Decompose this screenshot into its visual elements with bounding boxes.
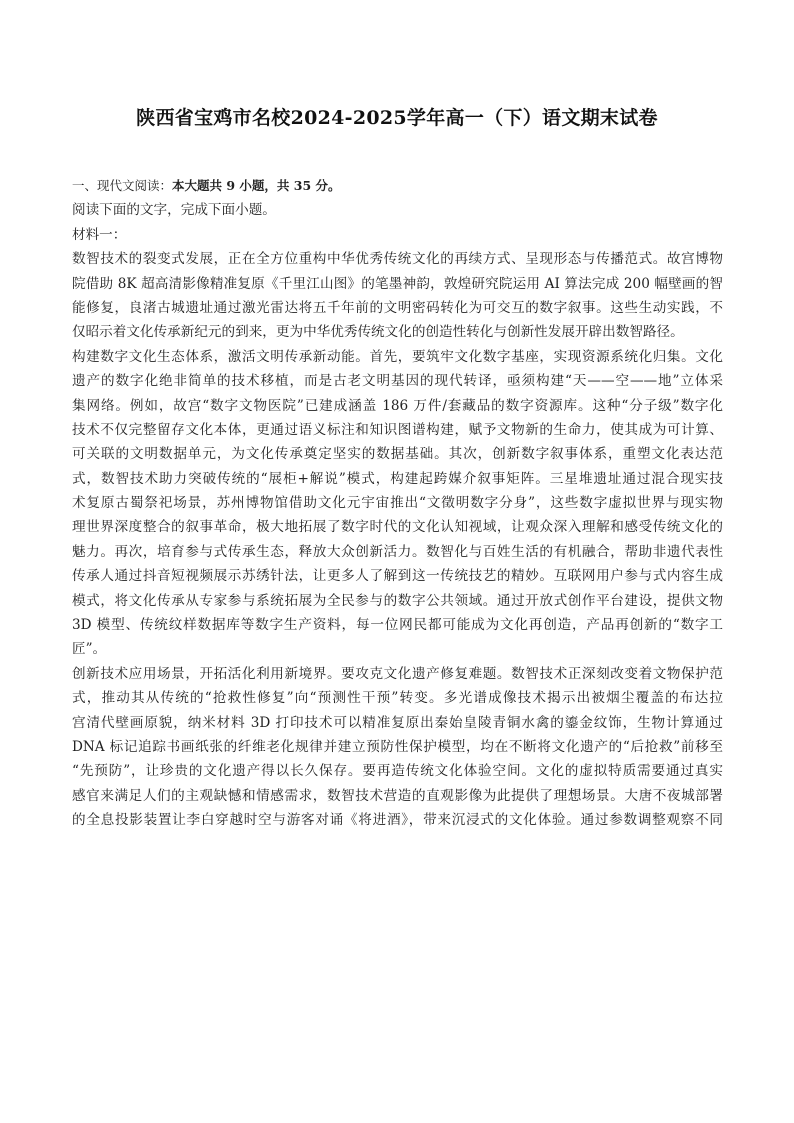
body-line: 的全息投影装置让李白穿越时空与游客对诵《将进酒》，带来沉浸式的文化体验。通过参数调整观察不同 <box>72 812 723 829</box>
material-label: 材料一： <box>72 226 127 243</box>
body-line: 魅力。再次，培育参与式传承生态，释放大众创新活力。数智化与百姓生活的有机融合，帮助非遗代表性 <box>72 543 723 560</box>
section-heading-detail: 本大题共 9 小题，共 35 分。 <box>172 178 341 193</box>
body-line: 技术不仅完整留存文化本体，更通过语义标注和知识图谱构建，赋予文物新的生命力，使其成为可计算、 <box>72 421 723 438</box>
body-line: 集网络。例如，故宫“数字文物医院”已建成涵盖 186 万件/套藏品的数字资源库。这种“分子级”数字化 <box>72 397 723 414</box>
body-line: 构建数字文化生态体系，激活文明传承新动能。首先，要筑牢文化数字基座，实现资源系统化归集。文化 <box>72 348 723 365</box>
section-heading <box>72 174 723 198</box>
reading-instruction: 阅读下面的文字，完成下面小题。 <box>72 202 276 219</box>
section-heading-prefix: 一、现代文阅读： <box>72 178 173 193</box>
body-line: 式，推动其从传统的“抢救性修复”向“预测性干预”转变。多光谱成像技术揭示出被烟尘覆盖的布达拉 <box>72 690 723 707</box>
body-line: 模式，将文化传承从专家参与系统拓展为全民参与的数字公共领域。通过开放式创作平台建设，提供文物 <box>72 592 723 609</box>
body-line: 数智技术的裂变式发展，正在全方位重构中华优秀传统文化的再续方式、呈现形态与传播范式。故宫博物 <box>72 251 723 268</box>
exam-title: 陕西省宝鸡市名校2024-2025学年高一（下）语文期末试卷 <box>136 107 658 129</box>
body-line: 传承人通过抖音短视频展示苏绣针法，让更多人了解到这一传统技艺的精妙。互联网用户参与式内容生成 <box>72 568 723 585</box>
body-line: 创新技术应用场景，开拓活化利用新境界。要攻克文化遗产修复难题。数智技术正深刻改变着文物保护范 <box>72 665 723 682</box>
body-line: 能修复，良渚古城遗址通过激光雷达将五千年前的文明密码转化为可交互的数字叙事。这些生动实践，不 <box>72 299 723 316</box>
body-line: DNA 标记追踪书画纸张的纤维老化规律并建立预防性保护模型，均在不断将文化遗产的“后抢救”前移至 <box>72 738 723 755</box>
body-line: 匠”。 <box>72 641 107 658</box>
document-body <box>72 174 723 833</box>
body-line: 理世界深度整合的叙事革命，极大地拓展了数字时代的文化认知视域，让观众深入理解和感受传统文化的 <box>72 519 723 536</box>
body-line: “先预防”，让珍贵的文化遗产得以长久保存。要再造传统文化体验空间。文化的虚拟特质需要通过真实 <box>72 763 723 780</box>
body-line: 式，数智技术助力突破传统的“展柜+解说”模式，构建起跨媒介叙事矩阵。三星堆遗址通过混合现实技 <box>72 470 723 487</box>
body-line: 可关联的文明数据单元，为文化传承奠定坚实的数据基础。其次，创新数字叙事体系，重塑文化表达范 <box>72 446 723 463</box>
body-line: 术复原古蜀祭祀场景，苏州博物馆借助文化元宇宙推出“文徵明数字分身”，这些数字虚拟世界与现实物 <box>72 495 723 512</box>
body-line: 遗产的数字化绝非简单的技术移植，而是古老文明基因的现代转译，亟须构建“天——空——地”立体采 <box>72 373 723 390</box>
body-line: 感官来满足人们的主观缺憾和情感需求，数智技术营造的直观影像为此提供了理想场景。大唐不夜城部署 <box>72 787 723 804</box>
body-line: 3D 模型、传统纹样数据库等数字生产资料，每一位网民都可能成为文化再创造，产品再创新的“数字工 <box>72 617 723 634</box>
body-line: 院借助 8K 超高清影像精准复原《千里江山图》的笔墨神韵，敦煌研究院运用 AI 算法完成 200 幅壁画的智 <box>72 275 723 292</box>
body-line: 宫清代壁画原貌，纳米材料 3D 打印技术可以精准复原出秦始皇陵青铜水禽的鎏金纹饰，生物计算通过 <box>72 714 723 731</box>
body-line: 仅昭示着文化传承新纪元的到来，更为中华优秀传统文化的创造性转化与创新性发展开辟出数智路径。 <box>72 324 684 341</box>
